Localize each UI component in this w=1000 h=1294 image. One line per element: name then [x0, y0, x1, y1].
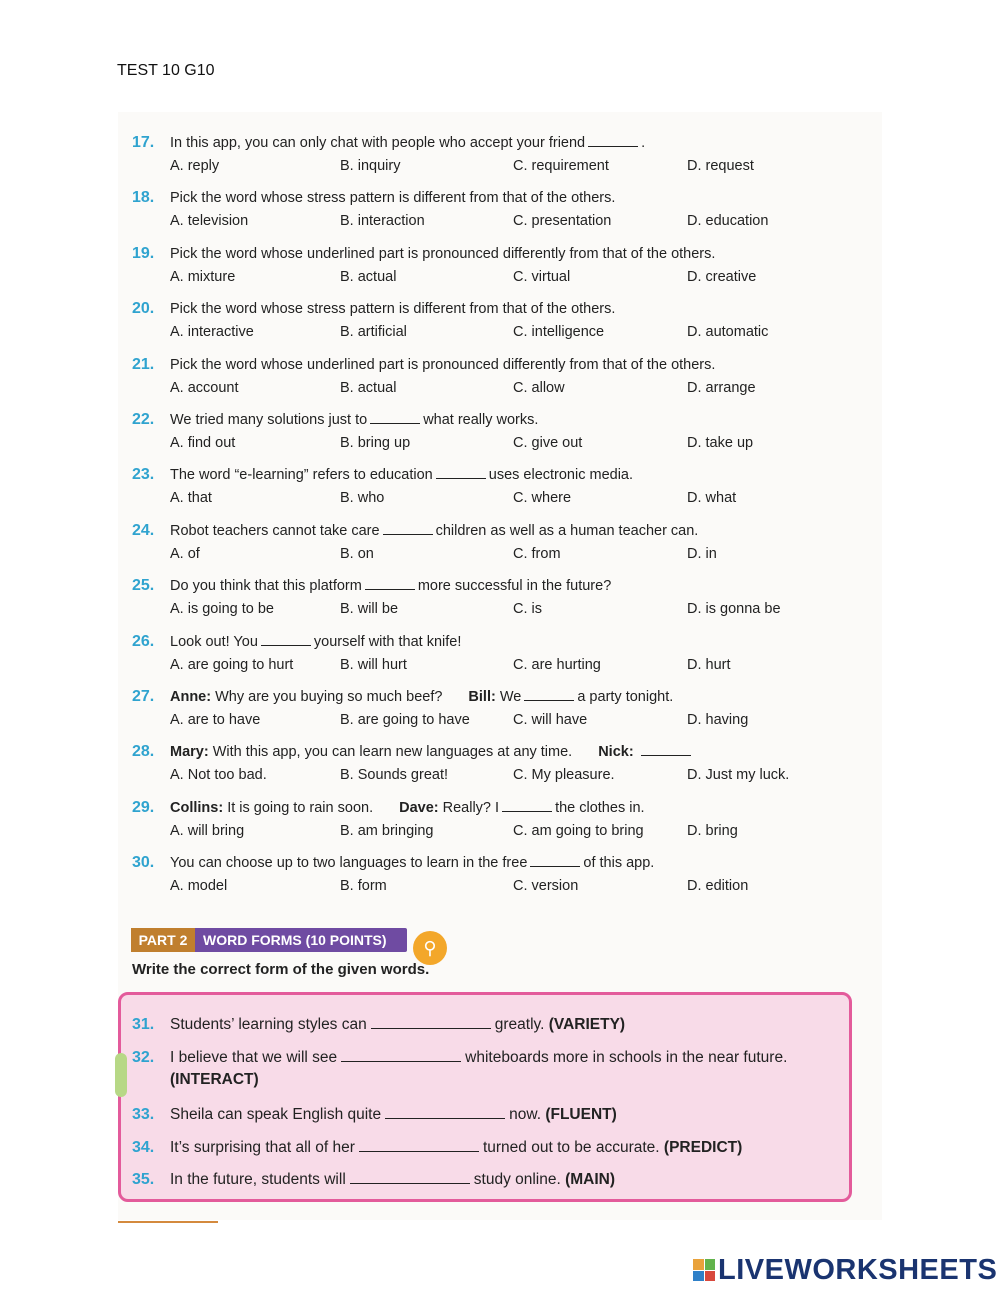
option-d[interactable]: D. education	[687, 213, 769, 229]
question-30: 30. You can choose up to two languages to learn in the free of this app. A. model B. form C. version D. edition	[132, 851, 872, 897]
answer-blank[interactable]	[350, 1169, 470, 1184]
option-a[interactable]: A. are to have	[170, 712, 261, 728]
liveworksheets-logo[interactable]	[693, 1253, 998, 1286]
question-18: 18. Pick the word whose stress pattern is different from that of the others. A. television B. interaction C. presentation D. education	[132, 186, 872, 232]
option-d[interactable]: D. take up	[687, 435, 754, 451]
option-b[interactable]: B. will be	[340, 601, 399, 617]
part-2-instruction: Write the correct form of the given words.	[132, 961, 430, 978]
option-d[interactable]: D. edition	[687, 878, 749, 894]
brand-name: LIVEWORKSHEETS	[718, 1253, 998, 1286]
option-c[interactable]: C. am going to bring	[513, 823, 644, 839]
option-a[interactable]: A. find out	[170, 435, 236, 451]
decorative-tab	[115, 1053, 127, 1097]
answer-blank[interactable]	[524, 686, 574, 701]
option-c[interactable]: C. where	[513, 490, 572, 506]
question-28: 28. Mary: With this app, you can learn new languages at any time. Nick: A. Not too bad. B. Sounds great! C. My pleasure. D. Just my luck.	[132, 740, 872, 786]
question-23: 23. The word “e-learning” refers to education uses electronic media. A. that B. who C. where D. what	[132, 463, 872, 509]
option-b[interactable]: B. will hurt	[340, 657, 407, 673]
question-number: 19.	[132, 245, 155, 262]
option-b[interactable]: B. are going to have	[340, 712, 470, 728]
option-c[interactable]: C. intelligence	[513, 324, 605, 340]
option-c[interactable]: C. requirement	[513, 158, 609, 174]
key-icon: ⚲	[413, 931, 447, 965]
option-d[interactable]: D. is gonna be	[687, 601, 781, 617]
option-c[interactable]: C. allow	[513, 380, 565, 396]
option-a[interactable]: A. Not too bad.	[170, 767, 267, 783]
option-d[interactable]: D. request	[687, 158, 754, 174]
page-header-title: TEST 10 G10	[117, 62, 215, 79]
answer-blank[interactable]	[641, 741, 691, 756]
option-d[interactable]: D. Just my luck.	[687, 767, 790, 783]
word-form-31: 31. Students’ learning styles can greatly. (VARIETY)	[132, 1016, 626, 1033]
question-19: 19. Pick the word whose underlined part is pronounced differently from that of the others. A. mixture B. actual C. virtual D. creative	[132, 242, 872, 288]
option-b[interactable]: B. who	[340, 490, 385, 506]
option-d[interactable]: D. in	[687, 546, 717, 562]
option-c[interactable]: C. from	[513, 546, 561, 562]
question-number: 17.	[132, 134, 155, 151]
option-d[interactable]: D. automatic	[687, 324, 769, 340]
option-c[interactable]: C. presentation	[513, 213, 612, 229]
option-c[interactable]: C. version	[513, 878, 579, 894]
option-c[interactable]: C. My pleasure.	[513, 767, 615, 783]
option-b[interactable]: B. on	[340, 546, 374, 562]
question-number: 26.	[132, 633, 155, 650]
question-26: 26. Look out! You yourself with that knife! A. are going to hurt B. will hurt C. are hurting D. hurt	[132, 630, 872, 676]
option-a[interactable]: A. is going to be	[170, 601, 274, 617]
question-number: 21.	[132, 356, 155, 373]
option-c[interactable]: C. virtual	[513, 269, 571, 285]
answer-blank[interactable]	[383, 520, 433, 535]
option-a[interactable]: A. will bring	[170, 823, 245, 839]
question-number: 28.	[132, 743, 155, 760]
option-c[interactable]: C. give out	[513, 435, 583, 451]
answer-blank[interactable]	[530, 852, 580, 867]
question-25: 25. Do you think that this platform more successful in the future? A. is going to be B. will be C. is D. is gonna be	[132, 574, 872, 620]
option-a[interactable]: A. interactive	[170, 324, 254, 340]
question-27: 27. Anne: Why are you buying so much beef? Bill: We a party tonight. A. are to have B. are going to have C. will have D. having	[132, 685, 872, 731]
question-number: 27.	[132, 688, 155, 705]
option-b[interactable]: B. Sounds great!	[340, 767, 449, 783]
answer-blank[interactable]	[261, 631, 311, 646]
part-title: WORD FORMS (10 POINTS)	[203, 932, 387, 948]
answer-blank[interactable]	[502, 797, 552, 812]
option-a[interactable]: A. are going to hurt	[170, 657, 294, 673]
answer-blank[interactable]	[365, 575, 415, 590]
question-20: 20. Pick the word whose stress pattern is different from that of the others. A. interactive B. artificial C. intelligence D. automatic	[132, 297, 872, 343]
option-d[interactable]: D. what	[687, 490, 737, 506]
option-c[interactable]: C. is	[513, 601, 542, 617]
option-a[interactable]: A. mixture	[170, 269, 236, 285]
question-number: 29.	[132, 799, 155, 816]
question-number: 18.	[132, 189, 155, 206]
option-d[interactable]: D. bring	[687, 823, 738, 839]
option-c[interactable]: C. will have	[513, 712, 588, 728]
answer-blank[interactable]	[370, 409, 420, 424]
answer-blank[interactable]	[436, 464, 486, 479]
option-b[interactable]: B. actual	[340, 269, 397, 285]
option-d[interactable]: D. arrange	[687, 380, 756, 396]
logo-mark-icon	[693, 1259, 715, 1281]
option-a[interactable]: A. model	[170, 878, 228, 894]
question-number: 22.	[132, 411, 155, 428]
option-a[interactable]: A. reply	[170, 158, 220, 174]
option-a[interactable]: A. of	[170, 546, 200, 562]
answer-blank[interactable]	[359, 1137, 479, 1152]
word-form-32: 32. I believe that we will see whiteboards more in schools in the near future. (INTERACT)	[132, 1049, 788, 1088]
question-number: 30.	[132, 854, 155, 871]
option-a[interactable]: A. that	[170, 490, 212, 506]
question-number: 25.	[132, 577, 155, 594]
part-number-label: PART 2	[131, 928, 195, 952]
word-form-35: 35. In the future, students will study online. (MAIN)	[132, 1171, 616, 1188]
option-d[interactable]: D. having	[687, 712, 749, 728]
part-2-banner	[131, 928, 407, 952]
option-b[interactable]: B. actual	[340, 380, 397, 396]
option-b[interactable]: B. inquiry	[340, 158, 401, 174]
word-form-34: 34. It’s surprising that all of her turned out to be accurate. (PREDICT)	[132, 1139, 743, 1156]
answer-blank[interactable]	[588, 132, 638, 147]
option-a[interactable]: A. account	[170, 380, 239, 396]
option-b[interactable]: B. am bringing	[340, 823, 434, 839]
option-c[interactable]: C. are hurting	[513, 657, 601, 673]
answer-blank[interactable]	[341, 1047, 461, 1062]
question-number: 24.	[132, 522, 155, 539]
option-b[interactable]: B. interaction	[340, 213, 425, 229]
word-form-33: 33. Sheila can speak English quite now. (FLUENT)	[132, 1106, 617, 1123]
question-number: 20.	[132, 300, 155, 317]
option-b[interactable]: B. bring up	[340, 435, 411, 451]
option-a[interactable]: A. television	[170, 213, 249, 229]
footer-divider	[118, 1221, 218, 1223]
question-24: 24. Robot teachers cannot take care children as well as a human teacher can. A. of B. on C. from D. in	[132, 519, 872, 565]
option-b[interactable]: B. artificial	[340, 324, 407, 340]
answer-blank[interactable]	[385, 1104, 505, 1119]
question-17: 17. In this app, you can only chat with people who accept your friend . A. reply B. inquiry C. requirement D. request	[132, 131, 872, 177]
question-number: 23.	[132, 466, 155, 483]
option-b[interactable]: B. form	[340, 878, 387, 894]
answer-blank[interactable]	[371, 1014, 491, 1029]
question-29: 29. Collins: It is going to rain soon. Dave: Really? I the clothes in. A. will bring B. am bringing C. am going to bring D. bring	[132, 796, 872, 842]
option-d[interactable]: D. creative	[687, 269, 757, 285]
question-21: 21. Pick the word whose underlined part is pronounced differently from that of the others. A. account B. actual C. allow D. arrange	[132, 353, 872, 399]
question-22: 22. We tried many solutions just to what really works. A. find out B. bring up C. give out D. take up	[132, 408, 872, 454]
option-d[interactable]: D. hurt	[687, 657, 731, 673]
